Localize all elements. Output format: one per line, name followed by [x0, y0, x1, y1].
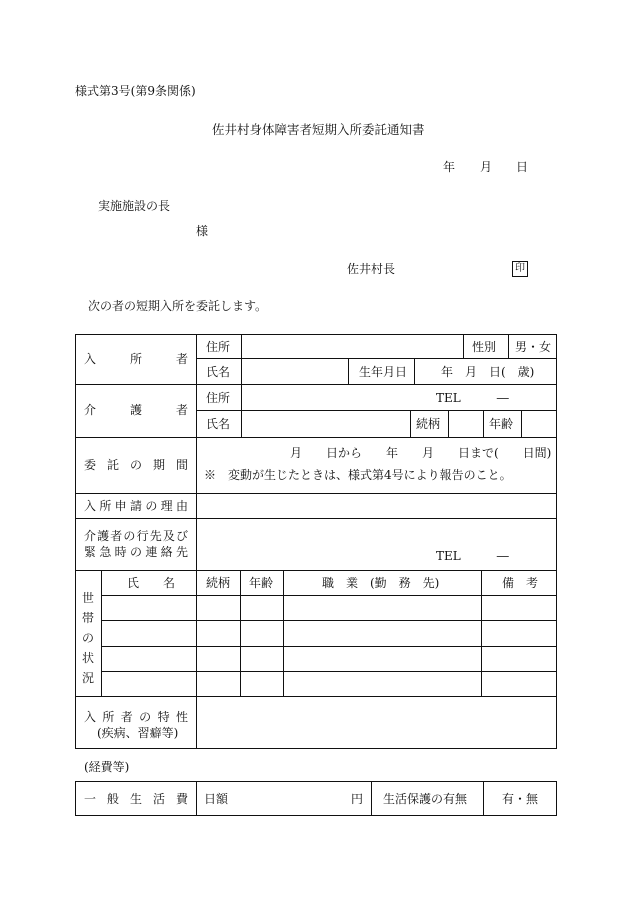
entrant-name-label: 氏名	[206, 365, 231, 379]
form-number: 様式第3号(第9条関係)	[75, 84, 196, 98]
intro-text: 次の者の短期入所を委託します。	[88, 299, 268, 313]
traits-label-line1: 入 所 者 の 特 性	[84, 710, 188, 724]
date-month: 月	[480, 160, 493, 174]
birth-label: 生年月日	[359, 365, 408, 379]
honorific: 様	[196, 224, 209, 238]
date-day: 日	[516, 160, 529, 174]
date-year: 年	[443, 160, 456, 174]
household-col-relation: 続柄	[206, 576, 231, 590]
document-title: 佐井村身体障害者短期入所委託通知書	[212, 122, 425, 137]
daily-amount-label: 日額	[204, 792, 229, 806]
addressee: 実施施設の長	[98, 199, 171, 213]
reason-label: 入 所 申 請 の 理 由	[84, 499, 188, 513]
birth-format: 年 月 日( 歳)	[441, 365, 535, 379]
sex-options[interactable]: 男・女	[515, 340, 552, 354]
period-format: 月 日から 年 月 日まで( 日間)	[290, 446, 552, 460]
period-note: ※ 変動が生じたときは、様式第4号により報告のこと。	[204, 468, 512, 482]
period-label: 委 託 の 期 間	[84, 458, 188, 472]
contact-tel: TEL ―	[436, 549, 509, 563]
caregiver-label: 介 護 者	[84, 403, 188, 417]
caregiver-name-label: 氏名	[206, 417, 231, 431]
caregiver-tel: TEL ―	[436, 391, 509, 405]
welfare-options[interactable]: 有・無	[502, 792, 539, 806]
contact-label-line2: 緊 急 時 の 連 絡 先	[84, 545, 188, 559]
contact-label-line1: 介 護 者 の 行 先 及 び	[84, 529, 188, 543]
household-col-name: 氏 名	[127, 576, 176, 590]
seal-mark: 印	[512, 261, 528, 277]
household-label: 世 帯 の 状 況	[82, 591, 95, 685]
household-col-occupation: 職 業 (勤 務 先)	[322, 576, 440, 590]
caregiver-address-label: 住所	[206, 391, 231, 405]
entrant-label: 入 所 者	[84, 352, 188, 366]
sender: 佐井村長	[347, 262, 396, 276]
household-col-remarks: 備 考	[502, 576, 539, 590]
sex-label: 性別	[472, 340, 497, 354]
caregiver-relation-label: 続柄	[416, 417, 441, 431]
living-expense-label: 一 般 生 活 費	[84, 792, 188, 806]
traits-label-line2: (疾病、習癖等)	[97, 726, 179, 740]
entrant-address-label: 住所	[206, 340, 231, 354]
yen-unit: 円	[351, 792, 364, 806]
caregiver-age-label: 年齢	[489, 417, 514, 431]
expenses-heading: (経費等)	[84, 760, 130, 774]
welfare-label: 生活保護の有無	[383, 792, 468, 806]
household-col-age: 年齢	[249, 576, 274, 590]
